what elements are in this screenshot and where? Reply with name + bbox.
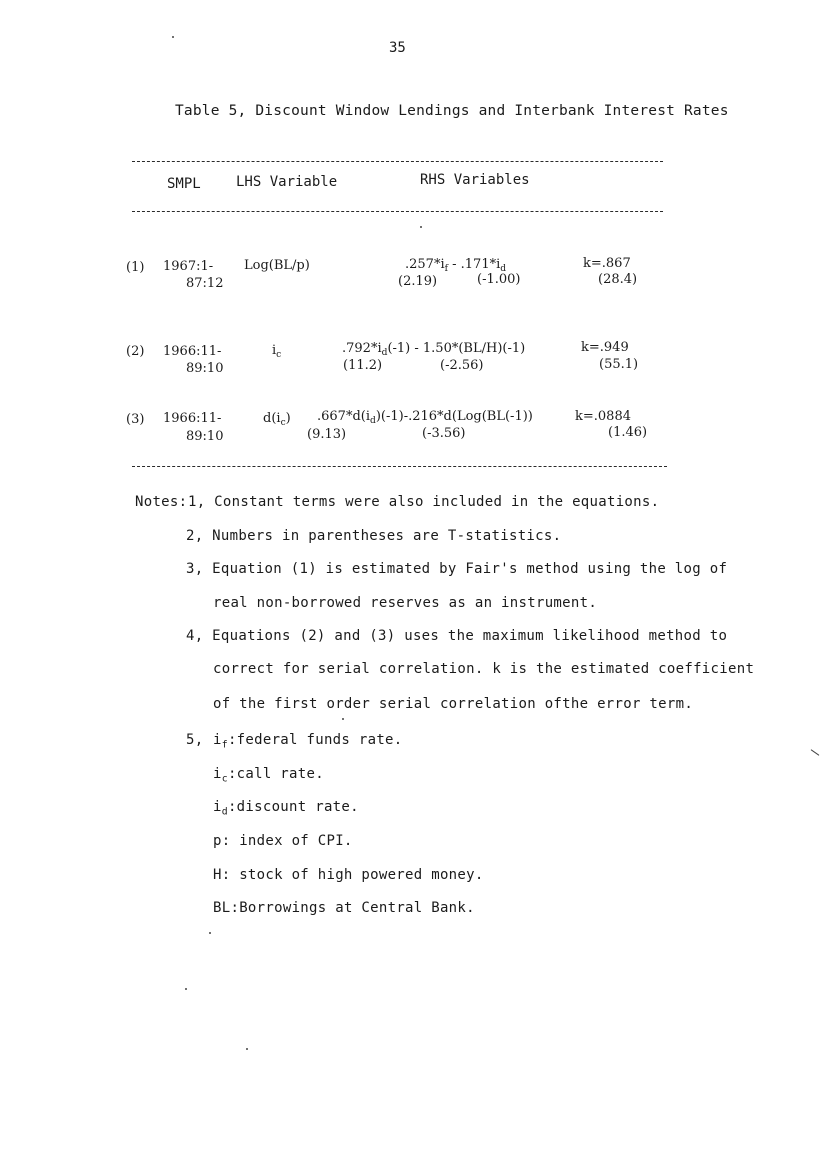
subscript: c [221,773,228,785]
lhs-term: ) [285,411,291,426]
row-tstat: (9.13) [307,427,347,442]
table-title: Table 5, Discount Window Lendings and Interbank Interest Rates [175,103,729,119]
definition-item [213,833,353,849]
row-id: (3) [126,412,145,427]
rhs-term: )(-1)-.216*d(Log(BL(-1)) [375,409,533,424]
definition-item [213,732,403,750]
definition-text: :Borrowings at Central Bank. [230,900,475,916]
definition-symbol: H [213,867,222,883]
note-3-line1: 3, Equation (1) is estimated by Fair's method using the log of [186,561,728,577]
scan-mark [811,749,820,756]
table-header-rule [132,211,663,212]
rhs-term: (-1) - 1.50*(BL/H)(-1) [387,341,526,356]
definition-symbol: i [213,732,222,748]
subscript: d [500,264,507,275]
header-rhs: RHS Variables [420,172,530,188]
note-5-number: 5, [186,732,204,748]
subscript: f [221,739,228,751]
definition-item [213,867,484,883]
subscript: c [276,350,282,361]
row-lhs [263,410,291,432]
row-tstat: (2.19) [398,274,438,289]
page-number: 35 [389,40,406,56]
row-k: k=.0884 [575,409,631,424]
note-2: 2, Numbers in parentheses are T-statistics. [186,528,562,544]
row-k: k=.949 [581,340,629,355]
scan-speck [209,932,211,934]
row-tstat: (-3.56) [422,426,466,441]
subscript: d [381,348,388,359]
row-k-tstat: (55.1) [599,357,639,372]
note-1: 1, Constant terms were also included in the equations. [188,494,660,510]
note-4-line3: of the first order serial correlation ofthe error term. [213,696,694,712]
definition-item [213,766,324,784]
header-lhs: LHS Variable [236,174,338,190]
definition-text: :call rate. [227,766,324,782]
definition-text: :federal funds rate. [227,732,403,748]
row-id: (2) [126,344,145,359]
scan-speck [342,718,344,720]
definition-symbol: i [213,799,222,815]
scan-speck [420,226,422,228]
note-3-line2: real non-borrowed reserves as an instrument. [213,595,598,611]
rhs-term: .257*i [405,257,445,272]
row-smpl-end: 89:10 [186,361,224,376]
row-smpl-start: 1966:11- [163,344,222,359]
row-tstat: (-1.00) [477,272,521,287]
table-top-rule [132,161,663,162]
scan-speck [172,36,174,38]
row-lhs [272,342,281,364]
row-smpl-start: 1966:11- [163,411,222,426]
subscript: d [370,416,376,427]
row-smpl-end: 89:10 [186,429,224,444]
row-tstat: (11.2) [343,358,383,373]
definition-symbol: BL [213,900,231,916]
scan-speck [185,988,187,990]
note-4-line1: 4, Equations (2) and (3) uses the maximum likelihood method to [186,628,728,644]
row-id: (1) [126,260,145,275]
rhs-term: - .171*i [447,257,501,272]
row-smpl-end: 87:12 [186,276,224,291]
row-k: k=.867 [583,256,631,271]
subscript: c [280,418,286,429]
note-4-line2: correct for serial correlation. k is the estimated coefficient [213,661,755,677]
row-tstat: (-2.56) [440,358,484,373]
lhs-symbol: i [272,343,277,358]
lhs-term: d(i [263,411,281,426]
notes-label: Notes: [135,494,188,510]
definition-symbol: i [213,766,222,782]
subscript: d [221,806,228,818]
header-smpl: SMPL [167,176,201,192]
definition-item [213,900,475,916]
scan-speck [246,1048,248,1050]
rhs-term: .792*i [342,341,382,356]
definition-text: :discount rate. [227,799,359,815]
definition-item [213,799,359,817]
definition-symbol: p [213,833,222,849]
rhs-term: .667*d(i [317,409,370,424]
subscript: f [444,264,448,275]
table-bottom-rule [132,466,667,467]
definition-text: : index of CPI. [221,833,353,849]
row-smpl-start: 1967:1- [163,259,214,274]
row-k-tstat: (28.4) [598,272,638,287]
row-k-tstat: (1.46) [608,425,648,440]
row-lhs: Log(BL/p) [244,258,310,273]
definition-text: : stock of high powered money. [221,867,484,883]
